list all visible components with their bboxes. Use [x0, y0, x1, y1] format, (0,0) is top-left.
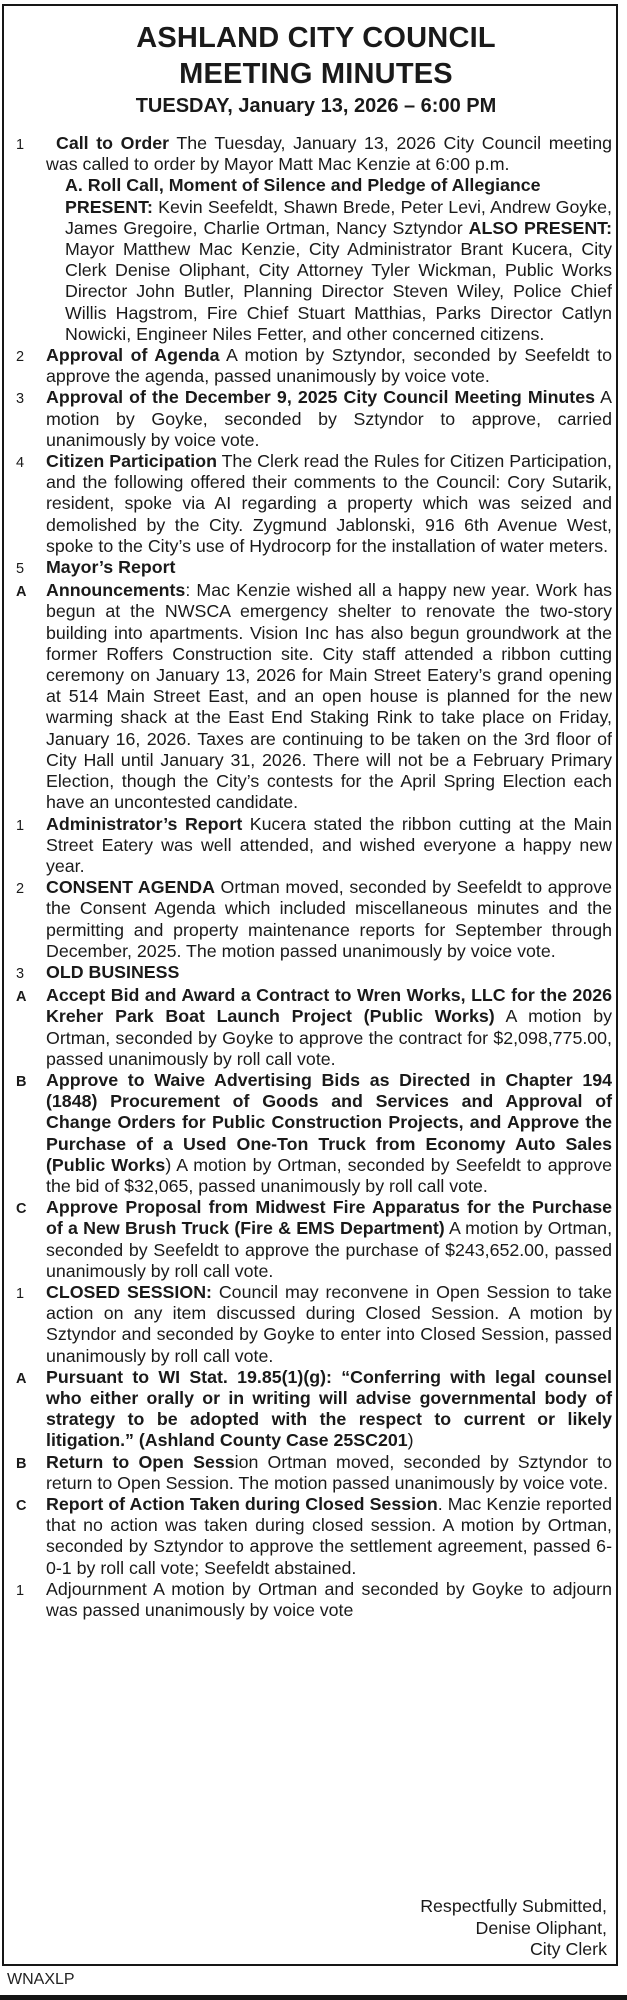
minutes-item [16, 985, 616, 1070]
item-text: Pursuant to WI Stat. 19.85(1)(g): “Conferring with legal counsel who either orally or in writing will advise governmental body of strategy to be adopted with the respect to current or likely litigation.” (Ashland County Case 25SC201) [46, 1366, 612, 1451]
minutes-item [16, 557, 616, 580]
signature-line-1: Respectfully Submitted, [420, 1896, 607, 1917]
item-label: 3 [16, 965, 25, 982]
notice-date-line: TUESDAY, January 13, 2026 – 6:00 PM [135, 95, 497, 117]
item-label: 4 [16, 455, 25, 472]
signature-line-2: Denise Oliphant, [475, 1917, 607, 1938]
item-subparagraph: A. Roll Call, Moment of Silence and Pledge of Allegiance [65, 175, 541, 196]
notice-title-line1: ASHLAND CITY COUNCIL [136, 22, 496, 54]
item-text: Announcements: Mac Kenzie wished all a happy new year. Work has begun at the NWSCA emergency shelter to renovate the two-story building into apartments. Vision Inc has also begun groundwork at the former Roffers Construction site. City staff attended a ribbon cutting ceremony on January 13, 2026 for Main Street Eatery’s grand opening at 514 Main Street East, and an open house is planned for the new warming shack at the East End Staking Rink to take place on Friday, January 16, 2026. Taxes are continuing to be taken on the 3rd floor of City Hall until January 31, 2026. There will not be a February Primary Election, though the City’s contests for the April Spring Election each have an uncontested candidate. [46, 580, 612, 813]
item-text: Report of Action Taken during Closed Session. Mac Kenzie reported that no action was taken during closed session. A motion by Ortman, seconded by Sztyndor to approve the settlement agreement, passed 6-0-1 by roll call vote; Seefeldt abstained. [46, 1494, 612, 1578]
item-text: CONSENT AGENDA Ortman moved, seconded by Seefeldt to approve the Consent Agenda which included miscellaneous minutes and the permitting and property maintenance reports for September through December, 2025. The motion passed unanimously by voice vote. [46, 877, 612, 961]
item-label: 1 [16, 817, 25, 834]
item-label: 2 [16, 881, 25, 898]
footer-code: WNAXLP [7, 1971, 75, 1988]
minutes-item [16, 1452, 616, 1494]
item-text: Call to Order The Tuesday, January 13, 2026 City Council meeting was called to order by Mayor Matt Mac Kenzie at 6:00 p.m. A. Roll Call, Moment of Silence and Pledge of Allegiance PRESENT: Kevin Seefeldt, Shawn Brede, Peter Levi, Andrew Goyke, James Gregoire, Charlie Ortman, Nancy Sztyndor ALSO PRESENT: Mayor Matthew Mac Kenzie, City Administrator Brant Kucera, City Clerk Denise Oliphant, City Attorney Tyler Wickman, Public Works Director John Butler, Planning Director Steven Wiley, Police Chief Willis Hagstrom, Fire Chief Stuart Matthias, Parks Director Catlyn Nowicki, Engineer Niles Fetter, and other concerned citizens. [46, 133, 612, 344]
item-label: 5 [16, 561, 25, 578]
minutes-item [16, 1282, 616, 1367]
item-text: Citizen Participation The Clerk read the Rules for Citizen Participation, and the following offered their comments to the Council: Cory Sutarik, resident, spoke via AI regarding a property which was seized and demolished by the City. Zygmund Jablonski, 916 6th Avenue West, spoke to the City’s use of Hydrocorp for the installation of water meters. [46, 451, 612, 556]
notice-box [2, 4, 618, 1966]
minutes-item [16, 1070, 616, 1197]
item-label: A [16, 1370, 27, 1387]
item-label: A [16, 584, 27, 601]
minutes-item [16, 1494, 616, 1579]
item-text: Mayor’s Report [46, 557, 176, 578]
item-text: Adjournment A motion by Ortman and seconded by Goyke to adjourn was passed unanimously by voice vote [46, 1578, 612, 1621]
minutes-item [16, 1367, 616, 1452]
item-label: B [16, 1073, 27, 1090]
item-text: Approve to Waive Advertising Bids as Directed in Chapter 194 (1848) Procurement of Goods and Services and Approval of Change Orders for Public Construction Projects, and Approve the Purchase of a Used One-Ton Truck from Economy Auto Sales (Public Works) A motion by Ortman, seconded by Seefeldt to approve the bid of $32,065, passed unanimously by roll call vote. [46, 1069, 612, 1196]
minutes-item [16, 345, 616, 387]
item-label: C [16, 1201, 27, 1218]
item-label: 3 [16, 391, 25, 408]
minutes-item [16, 451, 616, 557]
item-text: OLD BUSINESS [46, 961, 180, 982]
item-text: Return to Open Session Ortman moved, seconded by Sztyndor to return to Open Session. The motion passed unanimously by voice vote. [46, 1451, 612, 1493]
item-label: B [16, 1455, 27, 1472]
item-text: Approval of the December 9, 2025 City Council Meeting Minutes A motion by Goyke, seconded by Sztyndor to approve, carried unanimously by voice vote. [46, 387, 612, 450]
item-label: 1 [16, 137, 25, 153]
item-subparagraph: PRESENT: Kevin Seefeldt, Shawn Brede, Peter Levi, Andrew Goyke, James Gregoire, Charlie Ortman, Nancy Sztyndor ALSO PRESENT: Mayor Matthew Mac Kenzie, City Administrator Brant Kucera, City Clerk Denise Oliphant, City Attorney Tyler Wickman, Public Works Director John Butler, Planning Director Steven Wiley, Police Chief Willis Hagstrom, Fire Chief Stuart Matthias, Parks Director Catlyn Nowicki, Engineer Niles Fetter, and other concerned citizens. [65, 196, 612, 344]
minutes-list [16, 133, 616, 1621]
bottom-rule [0, 1995, 627, 2000]
minutes-item [16, 387, 616, 451]
notice-title-line2: MEETING MINUTES [179, 58, 453, 90]
item-label: 1 [16, 1582, 25, 1599]
item-label: 2 [16, 349, 25, 366]
signature-block [408, 1896, 607, 1960]
item-text: Accept Bid and Award a Contract to Wren Works, LLC for the 2026 Kreher Park Boat Launch Project (Public Works) A motion by Ortman, seconded by Goyke to approve the contract for $2,098,775.00, passed unanimously by roll call vote. [46, 985, 612, 1069]
minutes-item [16, 1579, 616, 1621]
item-text: Approve Proposal from Midwest Fire Apparatus for the Purchase of a New Brush Truck (Fire & EMS Department) A motion by Ortman, seconded by Seefeldt to approve the purchase of $243,652.00, passed unanimously by roll call vote. [46, 1197, 613, 1281]
item-label: C [16, 1498, 27, 1514]
minutes-item [16, 580, 616, 813]
minutes-item [16, 1197, 616, 1282]
item-label: 1 [16, 1285, 25, 1302]
minutes-item [16, 877, 616, 962]
item-label: A [16, 989, 27, 1006]
signature-line-3: City Clerk [529, 1938, 607, 1959]
minutes-item [16, 814, 616, 878]
item-text: CLOSED SESSION: Council may reconvene in Open Session to take action on any item discussed during Closed Session. A motion by Sztyndor and seconded by Goyke to enter into Closed Session, passed unanimously by roll call vote. [46, 1281, 612, 1366]
item-text: Administrator’s Report Kucera stated the ribbon cutting at the Main Street Eatery was well attended, and wished everyone a happy new year. [46, 813, 612, 876]
item-text: Approval of Agenda A motion by Sztyndor, seconded by Seefeldt to approve the agenda, passed unanimously by voice vote. [46, 345, 612, 387]
minutes-item [16, 962, 616, 985]
minutes-item [16, 133, 616, 345]
